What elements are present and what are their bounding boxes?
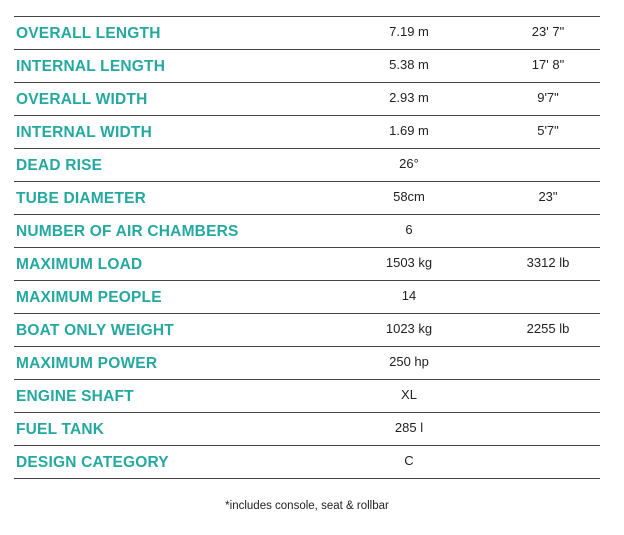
spec-label: BOAT ONLY WEIGHT: [16, 322, 174, 340]
spec-metric-value: 6: [405, 222, 413, 237]
spec-metric-value: 26°: [399, 156, 419, 171]
spec-imperial-value: 23": [538, 189, 558, 204]
spec-metric-value: 1023 kg: [385, 321, 433, 336]
spec-row-tube-diameter: [14, 182, 600, 215]
spec-label: INTERNAL LENGTH: [16, 58, 166, 76]
spec-metric-value: 285 l: [394, 420, 424, 435]
spec-imperial-value: 23' 7": [531, 24, 565, 39]
spec-metric-value: 1.69 m: [389, 123, 429, 138]
spec-row-maximum-people: [14, 281, 600, 314]
spec-row-design-category: [14, 446, 600, 479]
spec-imperial-value: 9'7": [537, 90, 559, 105]
spec-label: MAXIMUM PEOPLE: [16, 289, 162, 307]
spec-row-maximum-power: [14, 347, 600, 380]
spec-label: FUEL TANK: [16, 421, 105, 439]
spec-label: OVERALL LENGTH: [16, 25, 161, 43]
spec-label: DEAD RISE: [16, 157, 103, 175]
spec-metric-value: 58cm: [393, 189, 425, 204]
spec-row-boat-only-weight: [14, 314, 600, 347]
spec-row-engine-shaft: [14, 380, 600, 413]
spec-label: INTERNAL WIDTH: [16, 124, 152, 142]
spec-imperial-value: 3312 lb: [526, 255, 570, 270]
spec-row-maximum-load: [14, 248, 600, 281]
spec-row-internal-length: [14, 50, 600, 83]
spec-metric-value: 1503 kg: [385, 255, 433, 270]
spec-metric-value: 2.93 m: [389, 90, 429, 105]
spec-metric-value: 14: [401, 288, 417, 303]
footnote: *includes console, seat & rollbar: [225, 500, 389, 512]
spec-label: MAXIMUM LOAD: [16, 256, 143, 274]
spec-label: OVERALL WIDTH: [16, 91, 148, 109]
spec-row-air-chambers: [14, 215, 600, 248]
spec-row-fuel-tank: [14, 413, 600, 446]
spec-label: TUBE DIAMETER: [16, 190, 147, 208]
spec-row-overall-length: [14, 17, 600, 50]
spec-imperial-value: 17' 8": [531, 57, 565, 72]
spec-row-dead-rise: [14, 149, 600, 182]
spec-label: NUMBER OF AIR CHAMBERS: [16, 223, 239, 241]
spec-label: ENGINE SHAFT: [16, 388, 134, 406]
spec-metric-value: 7.19 m: [389, 24, 429, 39]
spec-label: DESIGN CATEGORY: [16, 454, 169, 472]
spec-imperial-value: 2255 lb: [526, 321, 570, 336]
spec-imperial-value: 5'7": [537, 123, 559, 138]
spec-metric-value: 5.38 m: [389, 57, 429, 72]
spec-row-internal-width: [14, 116, 600, 149]
spec-metric-value: C: [404, 453, 414, 468]
spec-metric-value: 250 hp: [389, 354, 429, 369]
spec-table: [14, 16, 600, 479]
spec-label: MAXIMUM POWER: [16, 355, 158, 373]
spec-row-overall-width: [14, 83, 600, 116]
spec-metric-value: XL: [401, 387, 417, 402]
